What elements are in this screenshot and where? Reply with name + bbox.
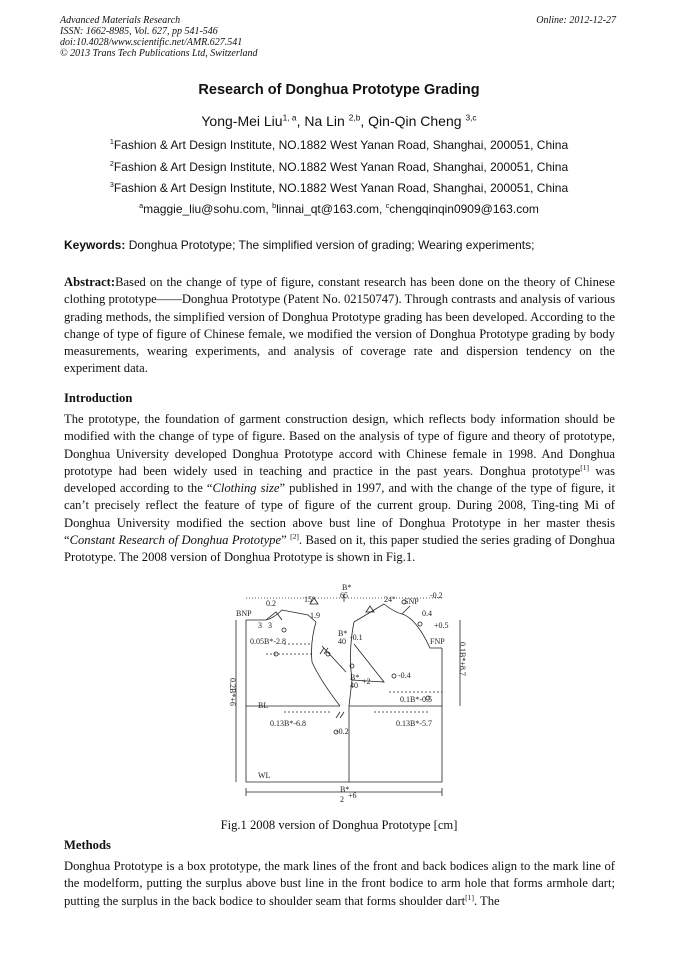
label-013b57: 0.13B*-5.7 [396,719,432,728]
affiliation-sup: 2 [109,159,114,168]
intro-text: ” [281,533,291,548]
keywords [64,238,620,252]
keywords-label: Keywords: [64,238,126,252]
label-04: 0.4 [422,609,432,618]
label-01b05: 0.1B*-0.5 [400,695,432,704]
label-bnp: BNP [236,609,252,618]
methods-heading: Methods [64,838,111,852]
citation-ref[interactable]: [1] [465,892,474,902]
methods-text: . The [473,893,500,908]
introduction-heading: Introduction [64,391,133,405]
figure-caption: Fig.1 2008 version of Donghua Prototype [cm] [220,818,458,832]
author-name: Qin-Qin Cheng [368,113,466,129]
affiliation-text: Fashion & Art Design Institute, NO.1882 West Yanan Road, Shanghai, 200051, China [113,181,569,195]
methods-body [64,858,615,910]
label-bottom-6: +6 [348,791,357,800]
label-snp: SNP [404,597,419,606]
methods-text: Donghua Prototype is a box prototype, the mark lines of the front and back bodices align to the mark line of the modelform, putting the surplus above bust line in the front bodice to arm hole that forms armhole dart; putting the surplus in the back bodice to shoulder seam that forms shoulder dart [64,859,615,908]
label-minus-02: -0.2 [336,727,349,736]
citation-ref[interactable]: [1] [580,462,590,472]
intro-italic: Clothing size [212,481,280,496]
label-02b6: 0.2B*+6 [228,678,237,706]
email-sup: a [139,201,144,210]
copyright-line: © 2013 Trans Tech Publications Ltd, Switzerland [60,48,258,59]
label-angle-24: 24° [384,595,396,604]
email-link[interactable]: linnai_qt@163.com, [276,202,386,216]
label-19: 1.9 [310,611,320,620]
label-b40b-b: B* [350,673,360,682]
label-plus-2: +2 [362,677,371,686]
online-date: Online: 2012-12-27 [536,15,616,26]
email-link[interactable]: chengqinqin0909@163.com [389,202,539,216]
running-header [60,15,258,59]
author-sup: 1, a [282,112,297,123]
label-bl: BL [258,701,269,710]
label-bottom-b: B* [340,785,350,794]
label-fnp: FNP [430,637,445,646]
affiliation-text: Fashion & Art Design Institute, NO.1882 West Yanan Road, Shanghai, 200051, China [113,138,569,152]
journal-name: Advanced Materials Research [60,15,181,26]
label-minus-01: -0.1 [350,633,363,642]
label-top-b: B* [342,583,352,592]
label-angle-15: 15° [304,595,316,604]
affiliation-1 [0,138,678,152]
label-wl: WL [258,771,271,780]
introduction-body [64,411,615,567]
doi-line: doi:10.4028/www.scientific.net/AMR.627.541 [60,37,243,48]
label-005b: 0.05B*-2.8 [250,637,286,646]
intro-text: ” published in 1997, and with the change of the type of figure, it can’t precisely reflect the feature of type of figure of the current group. During 2008, Ting-ting Mi of Donghua University modified the section above bust line of Donghua Prototype in her master thesis “ [64,481,615,548]
prototype-pattern-figure [224,582,470,808]
abstract-text: Based on the change of type of figure, constant research has been done on the theory of Chinese clothing prototype——Donghua Prototype (Patent No. 02150747). Through contrasts and analysis of various grading methods, the simplified version of Donghua Prototype grading has been developed. According to the change of type of figure of Chinese female, we modified the version of Donghua Prototype grading by body measurements, wearing experiments, and analysis of coverage rate and dispersion tendency on the experiment data. [64,275,615,376]
affiliation-3 [0,181,678,195]
intro-italic: Constant Research of Donghua Prototype [69,533,282,548]
label-40: 40 [338,637,346,646]
citation-ref[interactable]: [2] [290,531,299,541]
author-name: Yong-Mei Liu [201,113,283,129]
email-link[interactable]: maggie_liu@sohu.com, [143,202,273,216]
email-line [0,202,678,216]
label-40b: 40 [350,681,358,690]
keywords-text: Donghua Prototype; The simplified version of grading; Wearing experiments; [125,238,535,252]
email-sup: c [385,201,390,210]
affiliation-text: Fashion & Art Design Institute, NO.1882 West Yanan Road, Shanghai, 200051, China [113,160,569,174]
abstract-label: Abstract: [64,275,116,289]
author-sup: 3,c [465,112,477,123]
intro-text: was developed according to the “ [64,463,615,496]
paper-title: Research of Donghua Prototype Grading [198,82,480,98]
label-bottom-2: 2 [340,795,344,804]
author-sup: 2,b [348,112,361,123]
label-minus-02-top: -0.2 [430,591,443,600]
abstract [64,274,615,378]
intro-text: . Based on it, this paper studied the series grading of Donghua Prototype. The 2008 version of Donghua Prototype is shown in Fig.1. [64,533,616,565]
label-minus-04: -0.4 [398,671,411,680]
label-013b68: 0.13B*-6.8 [270,719,306,728]
label-plus-05: +0.5 [434,621,449,630]
label-top-65: 65 [340,591,348,600]
affiliation-2 [0,160,678,174]
label-3a: 3 [258,621,262,630]
issn-line: ISSN: 1662-8985, Vol. 627, pp 541-546 [60,26,218,37]
affiliation-sup: 3 [109,180,114,189]
intro-text: The prototype, the foundation of garment construction design, which reflects body information should be modified with the change of type of figure. Based on the analysis of type of figure and theory of prototype, Donghua University developed Donghua Prototype accord with Chinese female in 1998. And Donghua prototype had been widely used in teaching and practice in the past years. Donghua prototype [64,412,615,478]
label-3b: 3 [268,621,272,630]
author-name: Na Lin [304,113,349,129]
email-sup: b [272,201,277,210]
label-02: 0.2 [266,599,276,608]
label-b40-b: B* [338,629,348,638]
author-line: Yong-Mei Liu$^{1, a}$, Na Lin $^{2,b}$, Qin-Qin Cheng $^{3,c}$ [201,112,477,129]
affiliation-sup: 1 [109,137,114,146]
label-01b87: 0.1B*+8.7 [458,642,467,676]
